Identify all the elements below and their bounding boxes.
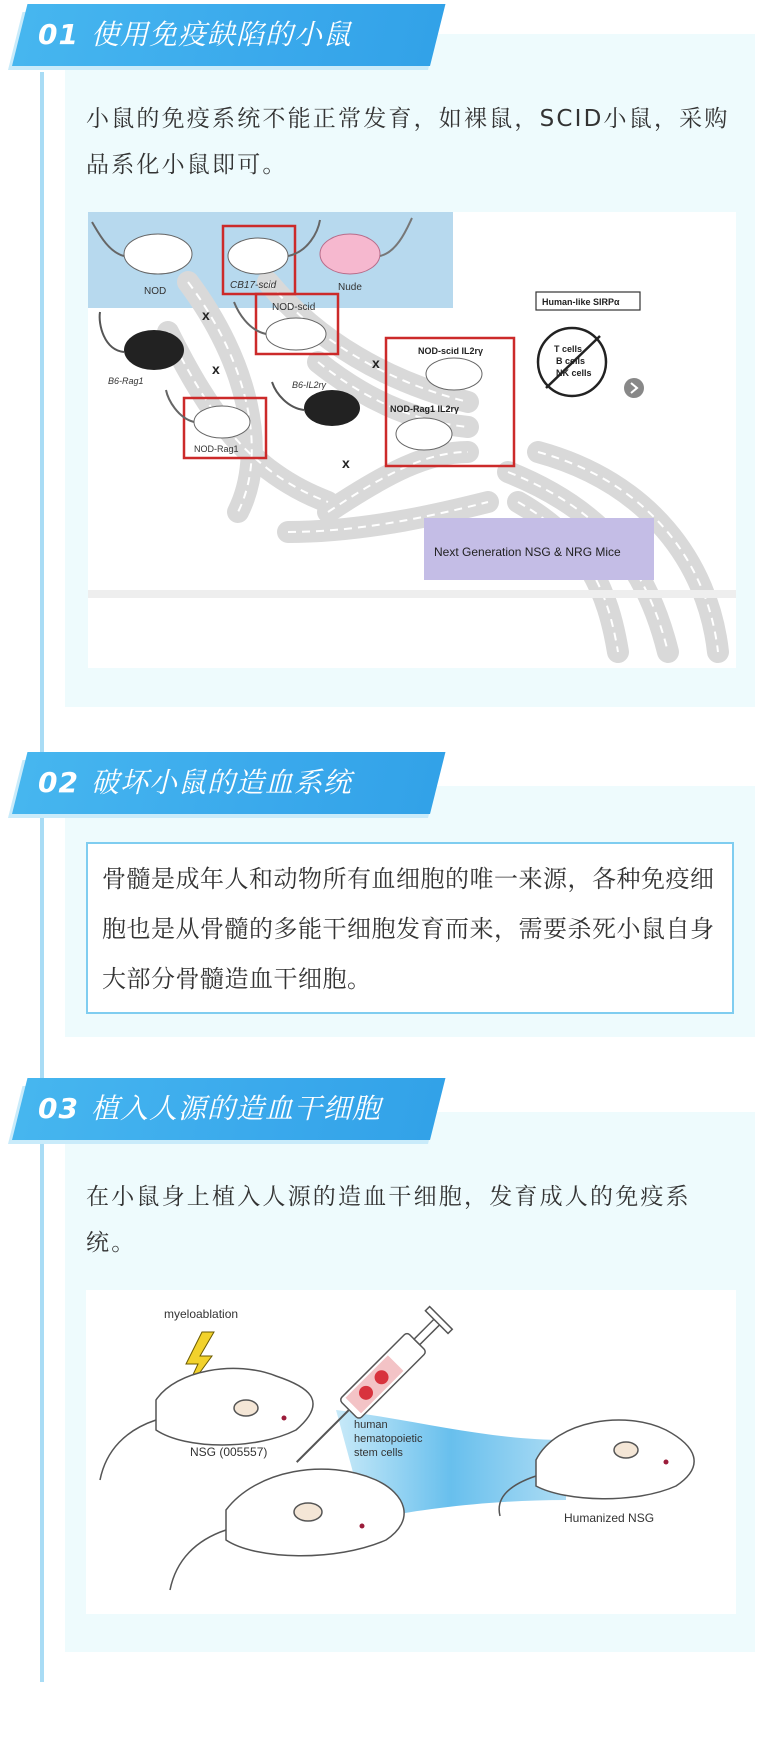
section-1-body: 小鼠的免疫系统不能正常发育，如裸鼠，SCID小鼠，采购品系化小鼠即可。 (86, 106, 730, 178)
svg-text:x: x (202, 307, 210, 323)
label-nude: Nude (338, 282, 362, 293)
label-b6-il2r: B6-IL2rγ (292, 380, 327, 390)
section-title: 使用免疫缺陷的小鼠 (90, 18, 352, 51)
section-title: 植入人源的造血干细胞 (90, 1092, 381, 1125)
svg-text:x: x (212, 361, 220, 377)
label-nod-scid: NOD-scid (272, 302, 316, 313)
section-2-callout (86, 842, 734, 1014)
label-nod-rag1: NOD-Rag1 (194, 444, 239, 454)
label-hematopoietic: hematopoietic (354, 1433, 423, 1445)
svg-text:x: x (342, 455, 350, 471)
humanization-diagram (86, 1290, 736, 1614)
label-cb17-scid: CB17-scid (230, 280, 277, 291)
section-number: 03 (38, 1092, 79, 1125)
label-t-cells: T cells (554, 344, 583, 354)
label-b-cells: B cells (556, 356, 586, 366)
next-arrow-icon[interactable] (624, 378, 644, 398)
mouse-strains-diagram (88, 212, 736, 668)
mouse-center (170, 1469, 404, 1590)
section-number: 02 (38, 766, 79, 799)
mouse-nsg (426, 358, 482, 390)
mouse-nsg (100, 1368, 313, 1480)
label-nsg: NSG (005557) (190, 1445, 268, 1459)
label-myeloablation: myeloablation (164, 1307, 239, 1321)
label-human: human (354, 1419, 388, 1431)
label-nrg: NOD-Rag1 IL2rγ (390, 404, 460, 414)
section-2-body: 骨髓是成年人和动物所有血细胞的唯一来源，各种免疫细胞也是从骨髓的多能干细胞发育而来，需要杀死小鼠自身大部分骨髓造血干细胞。 (102, 865, 715, 993)
section-title: 破坏小鼠的造血系统 (90, 766, 352, 799)
humanization-figure (86, 1290, 736, 1614)
section-3-body: 在小鼠身上植入人源的造血干细胞，发育成人的免疫系统。 (86, 1184, 691, 1256)
mouse-b6-rag1 (100, 312, 184, 370)
label-humanized-nsg: Humanized NSG (564, 1511, 655, 1525)
mouse-nrg (396, 418, 452, 450)
label-nsg: NOD-scid IL2rγ (418, 346, 484, 356)
section-number: 01 (38, 18, 79, 51)
left-rail (40, 72, 44, 1682)
label-nod: NOD (144, 286, 167, 297)
label-stem-cells: stem cells (354, 1447, 403, 1459)
label-next-gen: Next Generation NSG & NRG Mice (434, 545, 621, 559)
label-nk-cells: NK cells (556, 368, 592, 378)
svg-text:x: x (372, 355, 380, 371)
mouse-strains-figure (88, 212, 736, 668)
label-human-sirpa: Human-like SIRPα (542, 297, 620, 307)
label-b6-rag1: B6-Rag1 (108, 376, 144, 386)
